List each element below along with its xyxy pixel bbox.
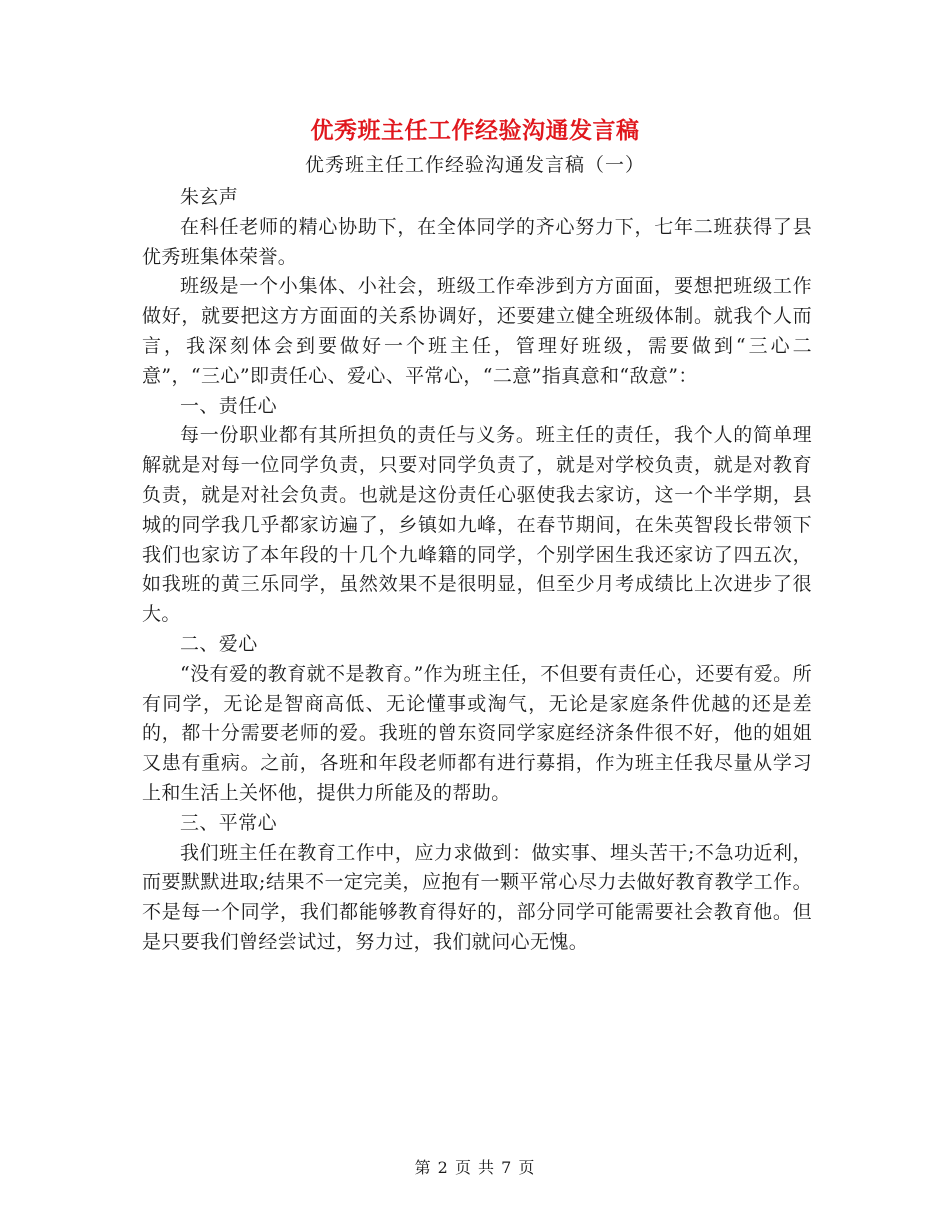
page-footer — [0, 1155, 950, 1178]
page-number: 第 2 页 共 7 页 — [414, 1158, 536, 1177]
section-heading: 二、爱心 — [180, 632, 258, 655]
document-title: 优秀班主任工作经验沟通发言稿 — [310, 117, 640, 144]
section-heading: 三、平常心 — [180, 811, 278, 834]
document-subtitle: 优秀班主任工作经验沟通发言稿（一） — [304, 154, 645, 176]
paragraph: 在科任老师的精心协助下，在全体同学的齐心努力下，七年二班获得了县优秀班集体荣誉。 — [142, 215, 812, 268]
paragraph: 班级是一个小集体、小社会，班级工作牵涉到方方面面，要想把班级工作做好，就要把这方方面面的关系协调好，还要建立健全班级体制。就我个人而言，我深刻体会到要做好一个班主任，管理好班级，需要做到“三心二意”，“三心”即责任心、爱心、平常心，“二意”指真意和“敌意”： — [142, 275, 812, 387]
paragraph: 每一份职业都有其所担负的责任与义务。班主任的责任，我个人的简单理解就是对每一位同学负责，只要对同学负责了，就是对学校负责，就是对教育负责，就是对社会负责。也就是这份责任心驱使我去家访，这一个半学期，县城的同学我几乎都家访遍了，乡镇如九峰，在春节期间，在朱英智段长带领下我们也家访了本年段的十几个九峰籍的同学，个别学困生我还家访了四五次，如我班的黄三乐同学，虽然效果不是很明显，但至少月考成绩比上次进步了很大。 — [142, 424, 812, 626]
author-name: 朱玄声 — [180, 186, 239, 208]
section-heading: 一、责任心 — [180, 394, 278, 417]
paragraph: “没有爱的教育就不是教育。”作为班主任，不但要有责任心，还要有爱。所有同学，无论是智商高低、无论懂事或淘气，无论是家庭条件优越的还是差的，都十分需要老师的爱。我班的曾东资同学家庭经济条件很不好，他的姐姐又患有重病。之前，各班和年段老师都有进行募捐，作为班主任我尽量从学习上和生活上关怀他，提供力所能及的帮助。 — [142, 662, 812, 804]
document-body — [142, 183, 812, 958]
paragraph: 我们班主任在教育工作中，应力求做到：做实事、埋头苦干;不急功近利，而要默默进取;结果不一定完美，应抱有一颗平常心尽力去做好教育教学工作。不是每一个同学，我们都能够教育得好的，部分同学可能需要社会教育他。但是只要我们曾经尝试过，努力过，我们就问心无愧。 — [142, 841, 812, 953]
